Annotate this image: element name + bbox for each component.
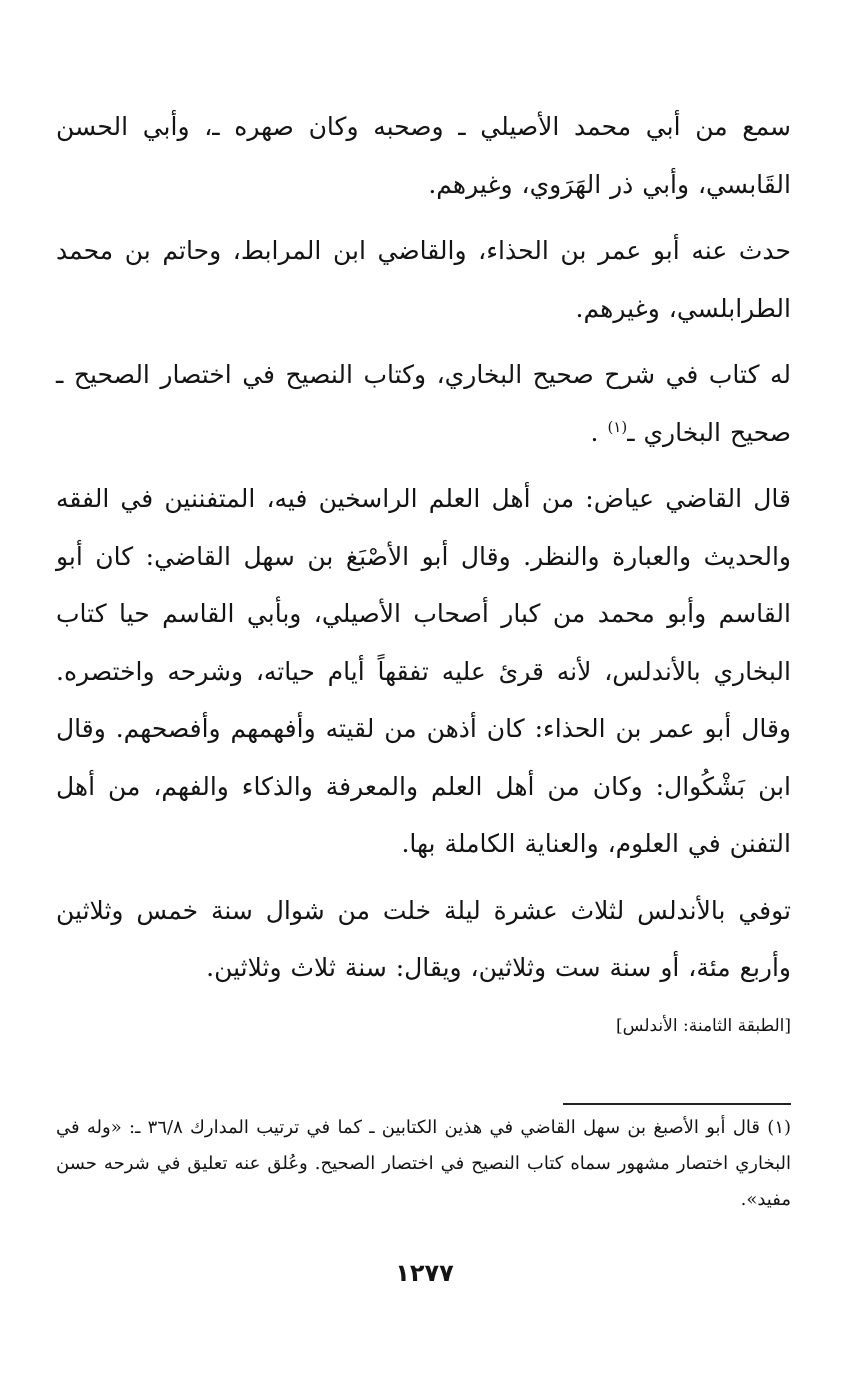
paragraph-death: توفي بالأندلس لثلاث عشرة ليلة خلت من شوال سنة خمس وثلاثين وأربع مئة، أو سنة ست وثلاثين، ويقال: سنة ثلاث وثلاثين. — [56, 895, 791, 982]
section-tag: [الطبقة الثامنة: الأندلس] — [616, 1016, 791, 1036]
footnote-divider — [563, 1103, 791, 1105]
paragraph-works — [56, 346, 791, 461]
paragraph-works-end: . — [590, 417, 599, 447]
footnote: (١) قال أبو الأصبغ بن سهل القاضي في هذين الكتابين ـ كما في ترتيب المدارك ٣٦/٨ ـ: «وله في البخاري اختصار مشهور سماه كتاب النصيح في اختصار الصحيح. وعُلق عنه تعليق في شرحه حسن مفيد». — [56, 1117, 792, 1210]
page-number: ١٢٧٧ — [395, 1259, 454, 1287]
paragraph-students: حدث عنه أبو عمر بن الحذاء، والقاضي ابن المرابط، وحاتم بن محمد الطرابلسي، وغيرهم. — [56, 236, 791, 323]
body-text — [56, 98, 791, 1006]
paragraph-works-text: له كتاب في شرح صحيح البخاري، وكتاب النصيح في اختصار الصحيح ـ صحيح البخاري ـ — [56, 360, 791, 447]
footnote-reference[interactable]: (١) — [607, 417, 628, 436]
paragraph-praise: قال القاضي عياض: من أهل العلم الراسخين فيه، المتفننين في الفقه والحديث والعبارة والنظر. وقال أبو الأصْبَغ بن سهل القاضي: كان أبو القاسم وأبو محمد من كبار أصحاب الأصيلي، وبأبي القاسم حيا كتاب البخاري بالأندلس، لأنه قرئ عليه تفقهاً أيام حياته، وشرحه واختصره. وقال أبو عمر بن الحذاء: كان أذهن من لقيته وأفهمهم وأفصحهم. وقال ابن بَشْكُوال: وكان من أهل العلم والمعرفة والذكاء والفهم، من أهل التفنن في العلوم، والعناية الكاملة بها. — [56, 484, 791, 858]
paragraph-teachers: سمع من أبي محمد الأصيلي ـ وصحبه وكان صهره ـ، وأبي الحسن القَابسي، وأبي ذر الهَرَوي، وغيرهم. — [56, 112, 791, 199]
